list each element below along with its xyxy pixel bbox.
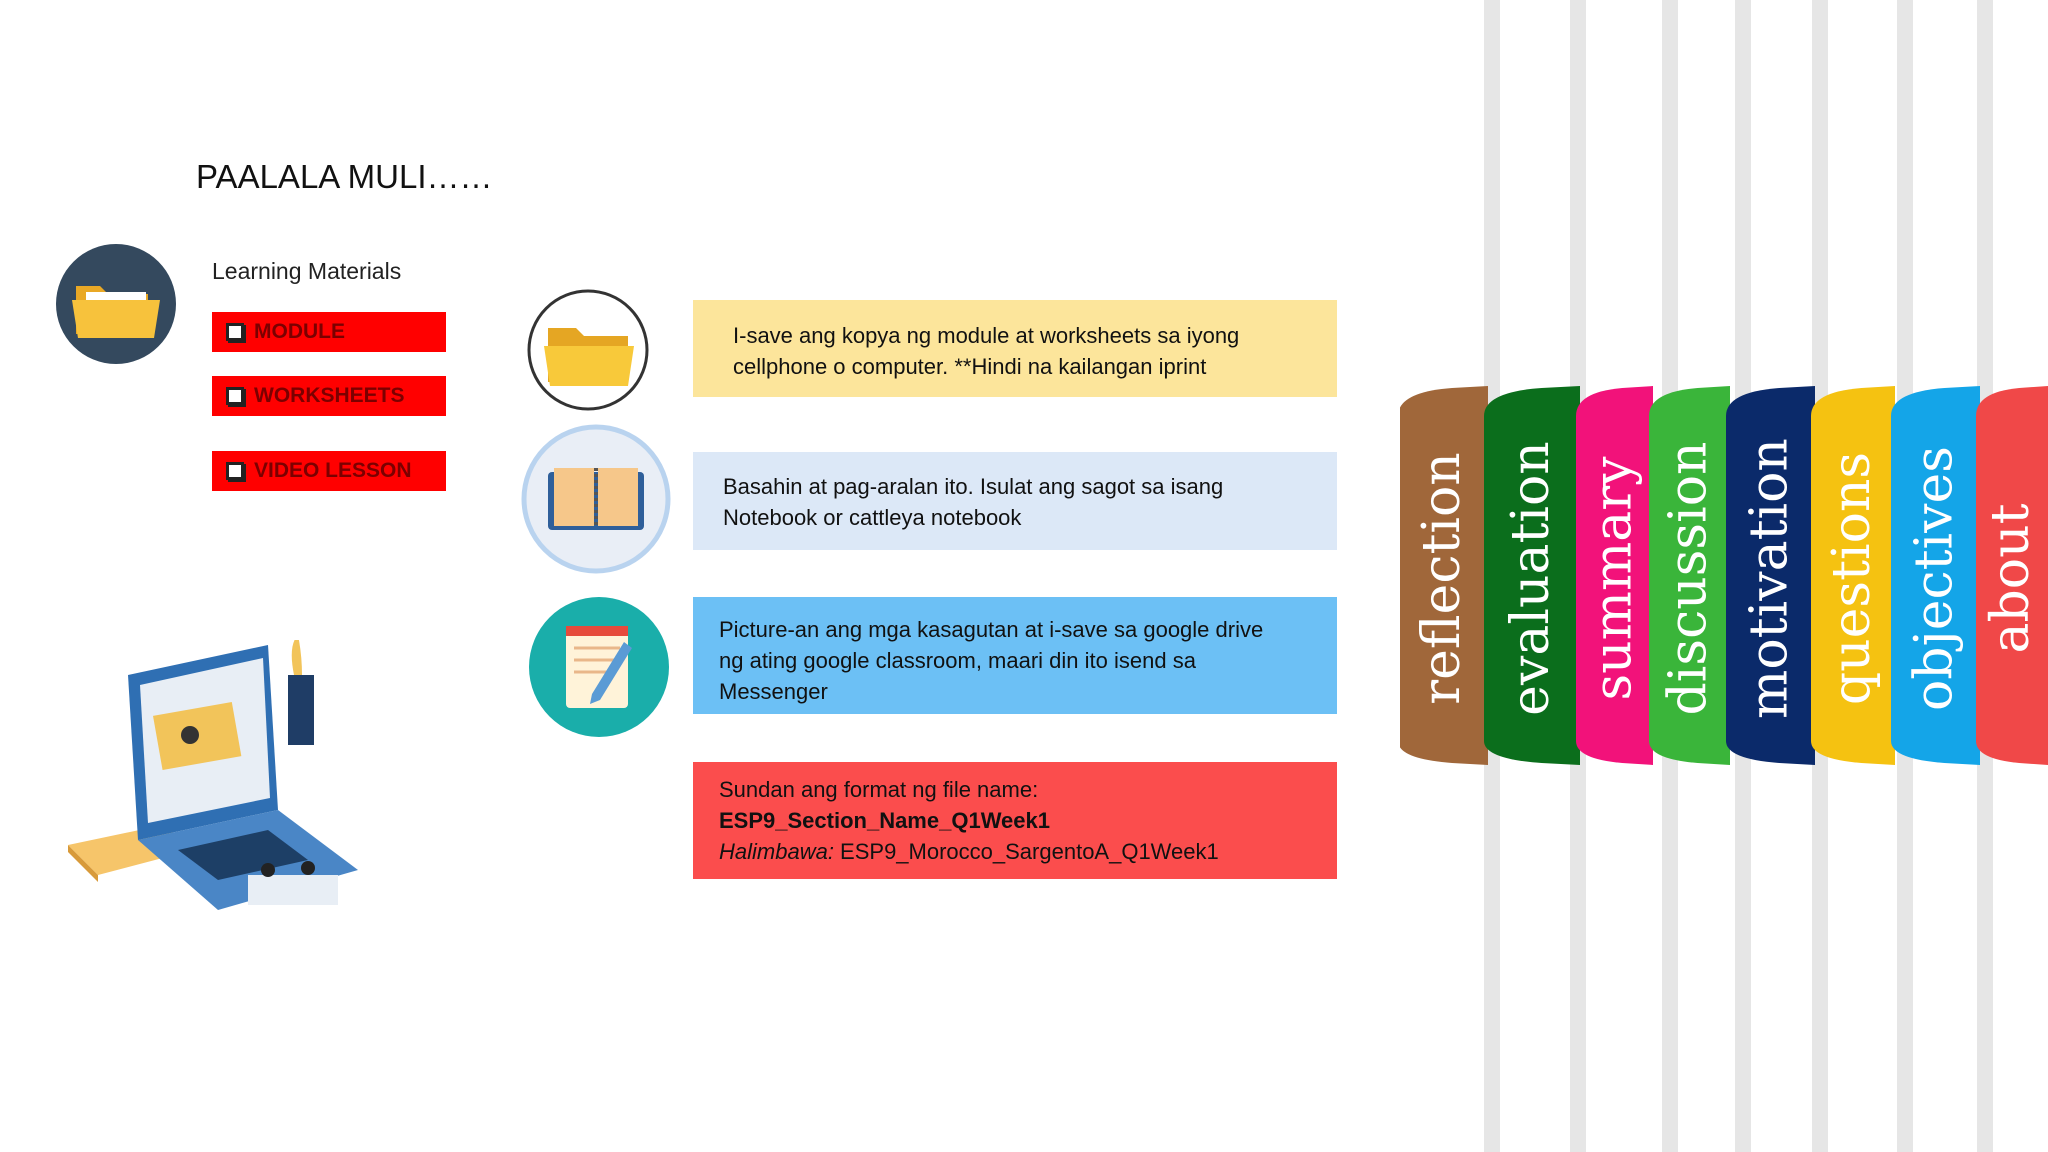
note-line: Picture-an ang mga kasagutan at i-save sa google drive [719, 617, 1264, 642]
tab-about[interactable] [1976, 386, 2048, 765]
learning-materials-label: Learning Materials [212, 258, 402, 284]
video-lesson-button[interactable] [212, 451, 446, 491]
page-title: PAALALA MULI…… [196, 158, 493, 195]
note-picture-answers [693, 597, 1337, 714]
laptop-illustration [68, 640, 408, 935]
tab-label: evaluation [1501, 441, 1561, 716]
worksheets-button[interactable] [212, 376, 446, 416]
tab-label: questions [1822, 451, 1882, 706]
tab-discussion[interactable] [1649, 386, 1730, 765]
tab-summary[interactable] [1576, 386, 1653, 765]
module-button[interactable] [212, 312, 446, 352]
folder-icon [526, 288, 650, 417]
section-tabs [1400, 0, 2048, 1152]
example-label: Halimbawa: [719, 839, 834, 864]
note-line: Notebook or cattleya notebook [723, 505, 1022, 530]
example-value: ESP9_Morocco_SargentoA_Q1Week1 [833, 839, 1219, 864]
note-line: I-save ang kopya ng module at worksheets sa iyong [733, 323, 1240, 348]
note-line: Messenger [719, 679, 828, 704]
file-format-example [719, 836, 1337, 867]
tab-reflection[interactable] [1400, 386, 1488, 765]
note-file-format [693, 762, 1337, 879]
module-label: MODULE [254, 320, 345, 343]
tab-motivation[interactable] [1726, 386, 1815, 765]
video-lesson-label: VIDEO LESSON [254, 459, 412, 482]
book-icon [518, 424, 674, 579]
tab-label: about [1981, 503, 2041, 654]
tab-label: discussion [1658, 441, 1719, 716]
tab-evaluation[interactable] [1484, 386, 1580, 765]
note-line: cellphone o computer. **Hindi na kailangan iprint [733, 354, 1207, 379]
checkbox-icon [226, 462, 244, 480]
tab-objectives[interactable] [1891, 386, 1980, 765]
note-line: Basahin at pag-aralan ito. Isulat ang sagot sa isang [723, 474, 1224, 499]
checkbox-icon [226, 387, 244, 405]
note-line: ng ating google classroom, maari din ito isend sa [719, 648, 1196, 673]
notepad-icon [528, 596, 670, 743]
folder-icon [56, 244, 176, 364]
worksheets-label: WORKSHEETS [254, 384, 405, 407]
tab-questions[interactable] [1811, 386, 1895, 765]
file-format-intro: Sundan ang format ng file name: [719, 777, 1039, 802]
tab-label: summary [1583, 456, 1644, 701]
file-format-pattern: ESP9_Section_Name_Q1Week1 [719, 808, 1050, 833]
note-read-study [693, 452, 1337, 550]
tab-label: reflection [1412, 452, 1472, 705]
checkbox-icon [226, 323, 244, 341]
tab-label: motivation [1739, 438, 1800, 719]
tab-label: objectives [1904, 446, 1965, 711]
note-save-copy [693, 300, 1337, 397]
